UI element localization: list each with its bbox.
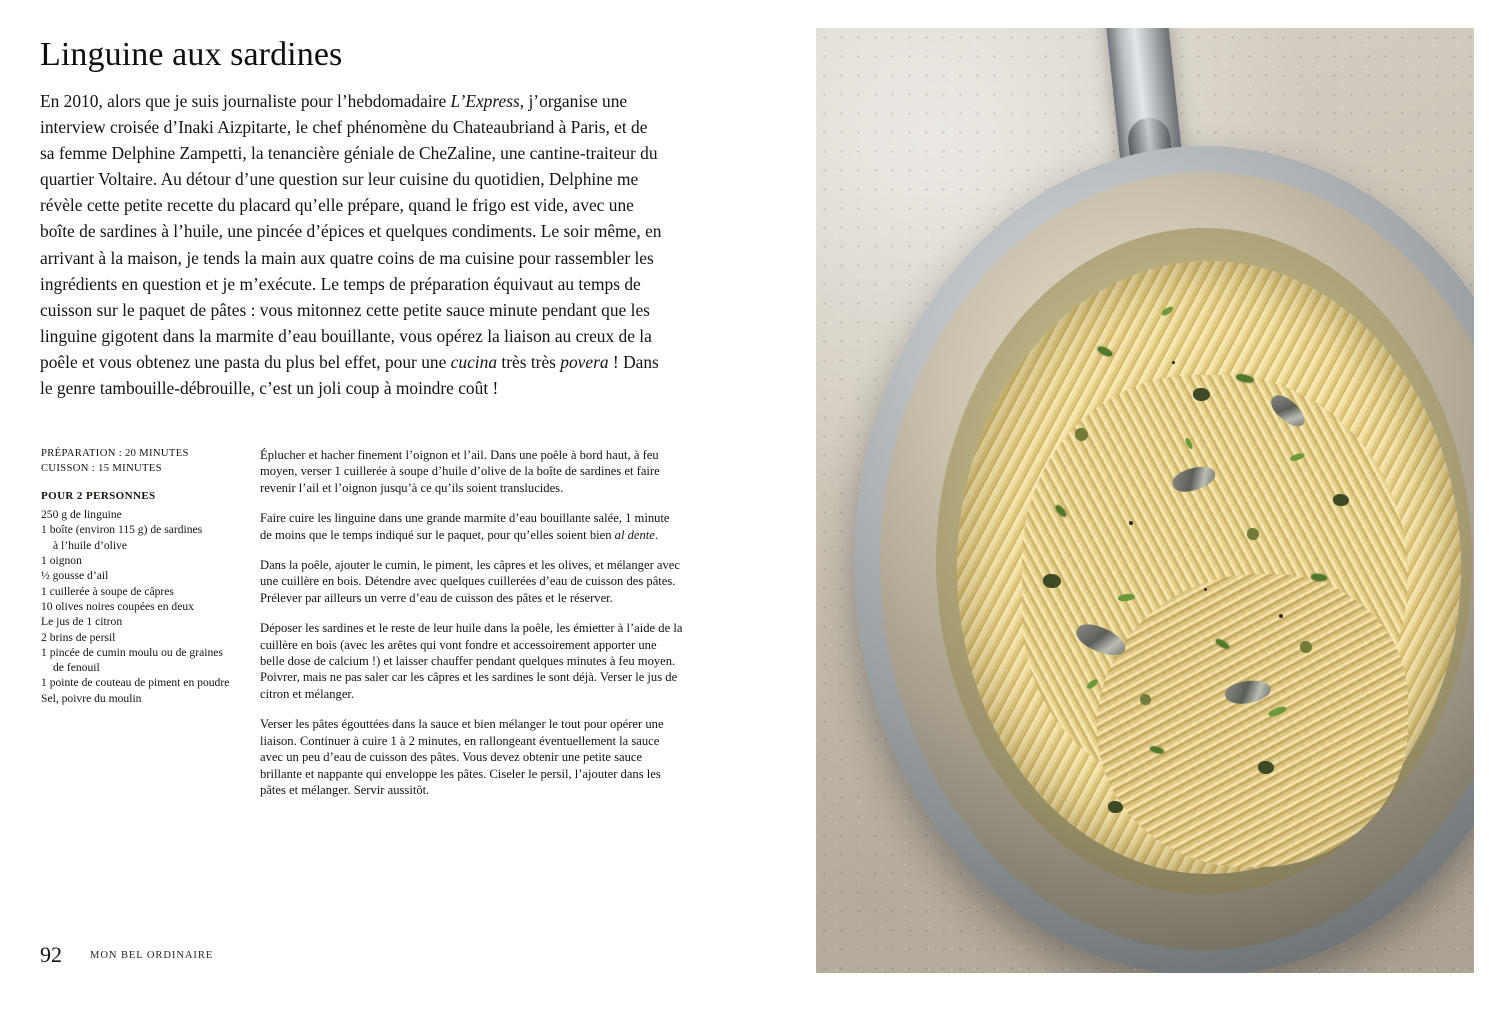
parsley-leaf [1289,452,1305,462]
sardine-piece [1267,391,1310,432]
method-step: Dans la poêle, ajouter le cumin, le piment, les câpres et les olives, et mélanger avec une cuillère en bois. Détendre avec quelques cuillerées d’eau de cuisson des pâtes. Prélever par ailleurs un verre d’eau de cuisson des pâtes et le réserver. [260,558,680,605]
parsley-leaf [1118,593,1136,602]
pan-interior [936,228,1472,894]
sardine-piece [1073,619,1130,661]
toppings-layer [936,228,1472,894]
parsley-leaf [1150,746,1165,755]
running-head: MON BEL ORDINAIRE [90,950,214,961]
list-item: Le jus de 1 citron [41,615,123,629]
preparation-time: PRÉPARATION : 20 MINUTES [41,448,189,459]
intro-text-2: , j’organise une interview croisée d’Inaki Aizpitarte, le chef phénomène du Chateaubriand à Paris, et de sa femme Delphine Zampetti, la tenancière géniale de CheZaline, une cantine-traiteur du quartier Voltaire. Au détour d’une question sur leur cuisine du quotidien, Delphine me révèle cette petite recette du placard qu’elle prépare, quand le frigo est vide, avec une boîte de sardines à l’huile, une pincée d’épices et quelques condiments. Le soir même, en arrivant à la maison, je tends la main aux quatre coins de ma cuisine pour rassembler les ingrédients en question et je m’exécute. Le temps de préparation équivaut au temps de cuisson sur le paquet de pâtes : vous mitonnez cette petite sauce minute pendant que les linguine gigotent dans la marmite d’eau bouillante, vous opérez la liaison au creux de la poêle et vous obtenez une pasta du plus bel effet, pour une [40,91,662,372]
page-title: Linguine aux sardines [40,36,343,73]
sardine-piece [1224,677,1273,707]
ground-pepper [1204,588,1207,591]
ground-pepper [1129,521,1133,525]
list-item: 1 pincée de cumin moulu ou de graines [41,645,223,659]
list-item: ½ gousse d’ail [41,569,109,583]
black-olive-half [1193,388,1210,401]
list-item: 1 pointe de couteau de piment en poudre [41,676,230,690]
intro-emphasis-express: L’Express [450,91,520,111]
method-step-text: Faire cuire les linguine dans une grande marmite d’eau bouillante salée, 1 minute de moins que le temps indiqué sur le paquet, pour qu’elles soient bien [260,511,670,542]
intro-text-3: très très [497,351,561,372]
list-item: 1 cuillerée à soupe de câpres [41,584,174,598]
recipe-intro [40,88,666,401]
parsley-leaf [1184,437,1194,450]
list-item: à l’huile d’olive [53,538,128,552]
ingredients-column [41,447,237,706]
intro-text-1: En 2010, alors que je suis journaliste pour l’hebdomadaire [40,91,451,111]
timing-block [41,447,237,476]
ground-pepper [1279,614,1283,618]
method-step-emphasis: al dente [614,527,655,542]
ground-pepper [1172,361,1175,364]
caper [1140,694,1151,705]
method-step: Éplucher et hacher finement l’oignon et l’ail. Dans une poêle à bord haut, à feu moyen, verser 1 cuillerée à soupe d’huile d’olive de la boîte de sardines et faire revenir l’ail et l’oignon jusqu’à ce qu’ils soient translucides. [260,448,660,495]
parsley-leaf [1236,373,1255,384]
dish-photograph [816,28,1474,973]
right-photo-page [816,0,1500,1029]
parsley-leaf [1268,704,1288,718]
method-step: Déposer les sardines et le reste de leur huile dans la poêle, les émietter à l’aide de la cuillère en bois (avec les arêtes qui vont fondre et accessoirement apporter une belle dose de calcium !) et laisser chauffer pendant quelques minutes à feu moyen. Poivrer, mais ne pas saler car les câpres et les sardines le sont déjà. Verser le jus de citron et mélanger. [260,621,683,701]
parsley-leaf [1086,677,1100,690]
intro-text-4: ! Dans le genre tambouille-débrouille, c’est un joli coup à moindre coût ! [40,351,659,399]
caper [1300,641,1312,653]
list-item: 10 olives noires coupées en deux [41,599,194,613]
frying-pan [854,146,1474,973]
parsley-leaf [1054,504,1068,518]
list-item: 2 brins de persil [41,630,116,644]
parsley-leaf [1161,305,1175,317]
black-olive-half [1333,494,1349,506]
servings-label: POUR 2 PERSONNES [41,490,156,503]
intro-emphasis-cucina: cucina [450,351,498,372]
list-item: Sel, poivre du moulin [41,691,142,705]
method-step-text-end: . [654,527,659,542]
parsley-leaf [1311,574,1328,582]
list-item: de fenouil [53,661,100,675]
parsley-leaf [1096,345,1113,358]
black-olive-half [1258,761,1274,774]
black-olive-half [1108,801,1123,813]
black-olive-half [1043,574,1061,588]
caper [1075,428,1088,441]
sardine-piece [1170,461,1219,496]
page-number: 92 [40,942,62,967]
method-step: Verser les pâtes égouttées dans la sauce et bien mélanger le tout pour opérer une liaison. Continuer à cuire 1 à 2 minutes, en rallongeant éventuellement la sauce avec un peu d’eau de cuisson des pâtes. Vous devez obtenir une petite sauce brillante et nappante qui enveloppe les pâtes. Ciseler le persil, l’ajouter dans les pâtes et mélanger. Servir aussitôt. [260,717,664,797]
list-item: 1 oignon [41,554,82,568]
intro-emphasis-povera: povera [560,351,609,372]
pan-rim [880,172,1474,950]
list-item: 1 boîte (environ 115 g) de sardines [41,523,203,537]
parsley-leaf [1214,638,1230,651]
method-step [260,510,684,543]
list-item: 250 g de linguine [41,508,122,522]
method-column [260,447,684,798]
caper [1247,528,1259,540]
cooking-time: CUISSON : 15 MINUTES [41,462,162,474]
ingredients-list [41,507,237,706]
